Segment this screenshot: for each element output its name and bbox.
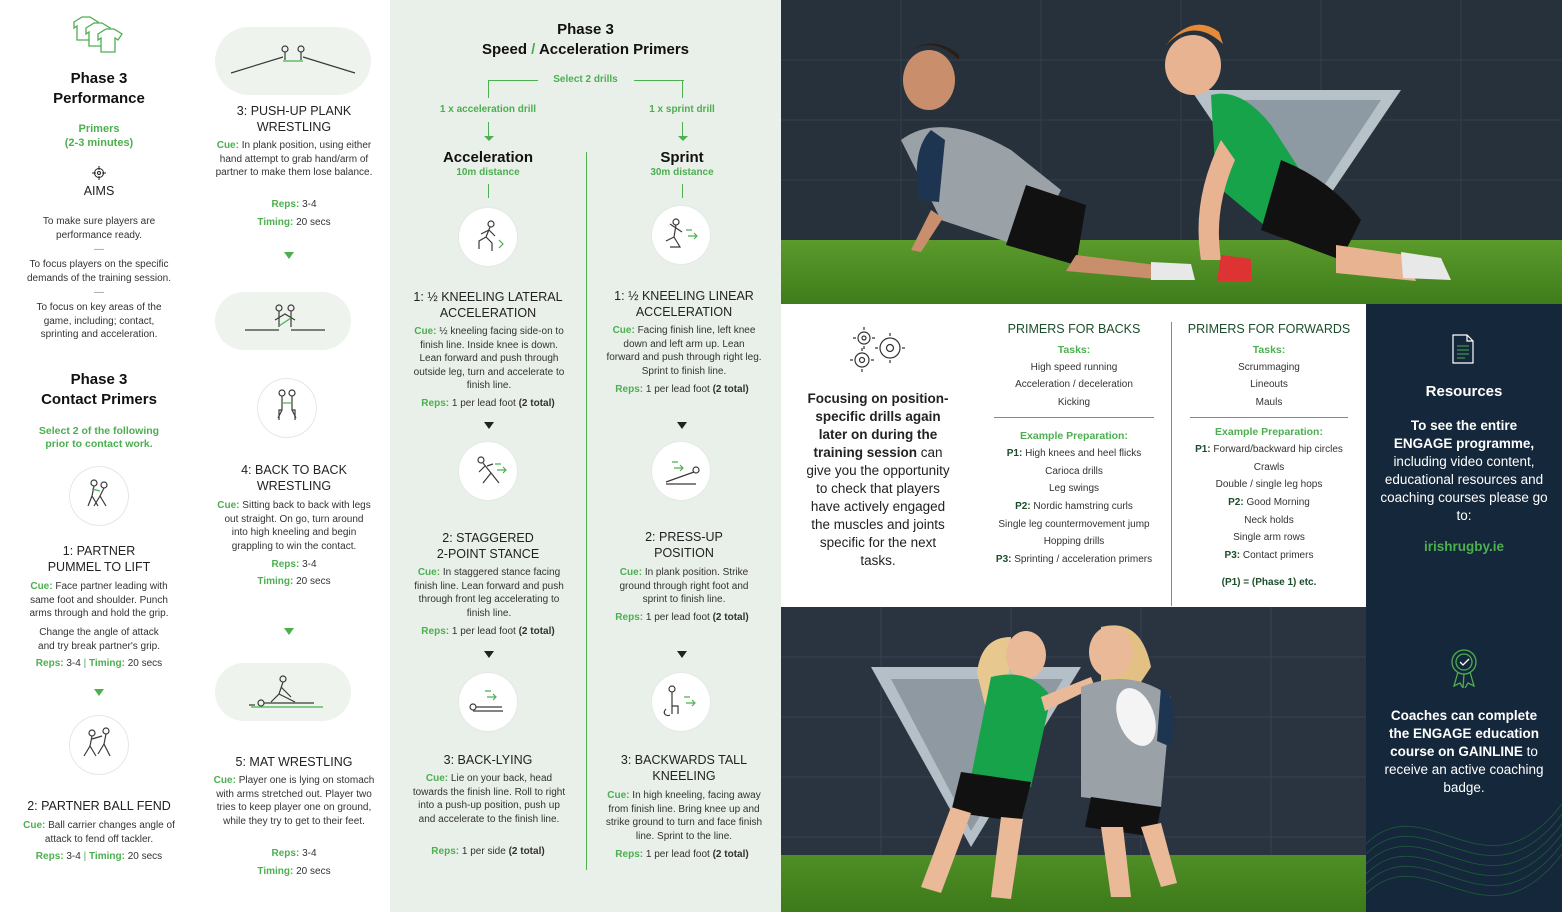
pummel-icon [70,467,128,525]
down-arrow-icon [677,651,687,658]
irishrugby-link[interactable]: irishrugby.ie [1423,539,1505,554]
drill4-title-2: WRESTLING [256,479,332,493]
drill1-cue: Cue: Face partner leading with same foot and shoulder. Punch arms through and hold the grip. [29,581,169,619]
s2-reps: Reps: 1 per lead foot (2 total) [615,612,749,623]
drill2-cue: Cue: Ball carrier changes angle of attack to fend off tackler. [23,820,175,845]
contact-intro-2: prior to contact work. [45,438,153,450]
drill1-extra: Change the angle of attack and try break partner's grip. [38,627,160,652]
coaches-text: Coaches can complete the ENGAGE education course on GAINLINE to receive an active coaching badge. [1384,708,1544,795]
contact-title: Phase 3 [70,371,128,388]
drill5-reps: Reps: 3-4 [271,848,317,859]
photo-ball-fend [781,607,1366,912]
back-to-back-icon [215,292,351,350]
down-arrow-icon [284,628,294,635]
backs-prep-item: P3: Sprinting / acceleration primers [995,554,1153,565]
s3-title-1: 3: BACKWARDS TALL [620,753,748,767]
backs-prep-label: Example Preparation: [1020,430,1128,442]
forwards-task: Mauls [1255,397,1283,408]
backs-prep-item: Carioca drills [1045,466,1103,477]
backs-task: Acceleration / deceleration [1015,379,1133,390]
forwards-task: Scrummaging [1238,362,1300,373]
badge-icon [1450,648,1478,688]
staggered-stance-icon [459,442,517,500]
acceleration-distance: 10m distance [456,167,520,178]
sprint-distance: 30m distance [650,167,714,178]
down-arrow-icon [284,252,294,259]
drill4-title-1: 4: BACK TO BACK [241,463,347,477]
backs-prep-item: Single leg countermovement jump [998,519,1150,530]
forwards-prep-item: P3: Contact primers [1224,550,1314,561]
aims-divider: — [94,287,104,298]
a1-reps: Reps: 1 per lead foot (2 total) [421,398,555,409]
backs-prep-item: Hopping drills [1043,536,1105,547]
drill5-cue: Cue: Player one is lying on stomach with arms stretched out. Player two tries to keep player one on ground, while they try to get to their feet. [213,775,375,827]
a3-cue: Cue: Lie on your back, head towards the finish line. Roll to right into a push-up position, push up and accelerate to the finish line. [412,773,566,825]
primers-label: Primers [78,123,120,135]
aim-3: To focus on key areas of the game, including; contact, sprinting and acceleration. [36,302,162,340]
column-speed-acceleration [390,0,781,912]
drill3-cue: Cue: In plank position, using either hand attempt to grab hand/arm of partner to make them lose balance. [215,140,373,178]
speed-title-1: Phase 3 [557,21,614,38]
drill1-title-2: PUMMEL TO LIFT [47,560,151,574]
s2-title-1: 2: PRESS-UP [645,530,723,544]
drill2-reps: Reps: 3-4 | Timing: 20 secs [35,851,163,862]
primers-time: (2-3 minutes) [64,137,134,149]
drill3-reps: Reps: 3-4 [271,199,317,210]
speed-title-2: Speed / Acceleration Primers [481,41,690,58]
a1-title-2: ACCELERATION [439,306,537,320]
s2-cue: Cue: In plank position. Strike ground through right foot and sprint to finish line. [619,567,749,605]
tall-kneel-icon [652,673,710,731]
plank-wrestling-icon [215,27,371,95]
drill4-reps: Reps: 3-4 [271,559,317,570]
target-icon [92,166,106,180]
down-arrow-icon [484,651,494,658]
linear-kneel-icon [652,206,710,264]
backs-prep-item: P1: High knees and heel flicks [1006,448,1142,459]
focus-text: Focusing on position-specific drills again later on during the training session can give you the opportunity to check that players have actively engaged the muscles and joints specific for the next tasks. [806,391,950,568]
phase-subtitle: Performance [53,90,145,107]
left-pick: 1 x acceleration drill [439,104,537,115]
drill4-cue: Cue: Sitting back to back with legs out straight. On go, turn around into high kneeling and begin grappling to win the contact. [217,500,371,552]
aims-title: AIMS [83,184,115,198]
drill3-title-1: 3: PUSH-UP PLANK [236,104,352,118]
backs-prep-item: Leg swings [1048,483,1100,494]
forwards-title: PRIMERS FOR FORWARDS [1187,322,1351,336]
s3-reps: Reps: 1 per lead foot (2 total) [615,849,749,860]
backs-task: Kicking [1057,397,1091,408]
a3-title: 3: BACK-LYING [443,753,533,767]
down-arrow-icon [94,689,104,696]
resources-title: Resources [1425,383,1503,400]
document-icon [1452,334,1474,364]
drill3-title-2: WRESTLING [256,120,332,134]
aim-2: To focus players on the specific demands of the training session. [27,259,171,284]
forwards-prep-item: Neck holds [1244,515,1294,526]
forwards-task: Lineouts [1250,379,1288,390]
s1-cue: Cue: Facing finish line, left knee down and left arm up. Lean forward and push through right leg. Sprint to finish line. [606,325,762,377]
a2-title-1: 2: STAGGERED [442,531,534,545]
a2-cue: Cue: In staggered stance facing finish line. Lean forward and push through front leg accelerating to finish line. [414,567,564,619]
a2-reps: Reps: 1 per lead foot (2 total) [421,626,555,637]
contact-subtitle: Contact Primers [41,391,157,408]
resources-panel [1366,304,1562,912]
forwards-prep-item: Crawls [1253,462,1285,473]
backs-title: PRIMERS FOR BACKS [1007,322,1141,336]
down-arrow-icon [484,422,494,429]
backs-prep-item: P2: Nordic hamstring curls [1015,501,1133,512]
forwards-prep-item: P2: Good Morning [1228,497,1310,508]
mat-wrestling-icon [215,663,351,721]
a1-cue: Cue: ½ kneeling facing side-on to finish line. Inside knee is down. Lean forward and push through outside leg, turn and accelerate to finish line. [413,326,565,391]
backs-task: High speed running [1030,362,1118,373]
s1-title-1: 1: ½ KNEELING LINEAR [614,289,754,303]
gears-icon [848,326,912,372]
down-arrow-icon [678,136,688,141]
s2-title-2: POSITION [654,546,714,560]
drill1-title-1: 1: PARTNER [62,544,136,558]
aim-1: To make sure players are performance ready. [42,216,156,241]
phase-note: (P1) = (Phase 1) etc. [1221,577,1317,588]
sprint-heading: Sprint [660,149,704,166]
drill5-timing: Timing: 20 secs [257,866,331,877]
down-arrow-icon [484,136,494,141]
forwards-prep-item: P1: Forward/backward hip circles [1195,444,1343,455]
s3-cue: Cue: In high kneeling, facing away from finish line. Bring knee up and strike ground to turn and face finish line. Sprint to the line. [605,790,763,842]
kneeling-pair-icon [258,379,316,437]
drill3-timing: Timing: 20 secs [257,217,331,228]
drill1-reps: Reps: 3-4 | Timing: 20 secs [35,658,163,669]
backs-tasks-label: Tasks: [1057,344,1091,356]
drill5-title: 5: MAT WRESTLING [235,755,353,769]
lateral-kneel-icon [459,208,517,266]
down-arrow-icon [677,422,687,429]
ball-fend-icon [70,716,128,774]
drill4-timing: Timing: 20 secs [257,576,331,587]
phase-title: Phase 3 [70,70,128,87]
press-up-icon [652,442,710,500]
s1-reps: Reps: 1 per lead foot (2 total) [615,384,749,395]
back-lying-icon [459,673,517,731]
a2-title-2: 2-POINT STANCE [436,547,540,561]
acceleration-heading: Acceleration [442,149,534,166]
select-drills: Select 2 drills [553,74,618,85]
a1-title-1: 1: ½ KNEELING LATERAL [413,290,563,304]
contact-intro-1: Select 2 of the following [38,425,160,437]
resources-text: To see the entire ENGAGE programme, including video content, educational resources and coaching courses please go to: [1380,418,1548,523]
jerseys-icon [70,14,126,58]
drill2-title: 2: PARTNER BALL FEND [27,799,171,813]
forwards-prep-item: Double / single leg hops [1215,479,1323,490]
forwards-prep-item: Single arm rows [1233,532,1305,543]
right-pick: 1 x sprint drill [649,104,715,115]
a3-reps: Reps: 1 per side (2 total) [431,846,545,857]
photo-kneeling-players [781,0,1562,304]
forwards-prep-label: Example Preparation: [1215,426,1323,438]
s1-title-2: ACCELERATION [635,305,733,319]
forwards-tasks-label: Tasks: [1252,344,1286,356]
s3-title-2: KNEELING [652,769,716,783]
aims-divider: — [94,244,104,255]
